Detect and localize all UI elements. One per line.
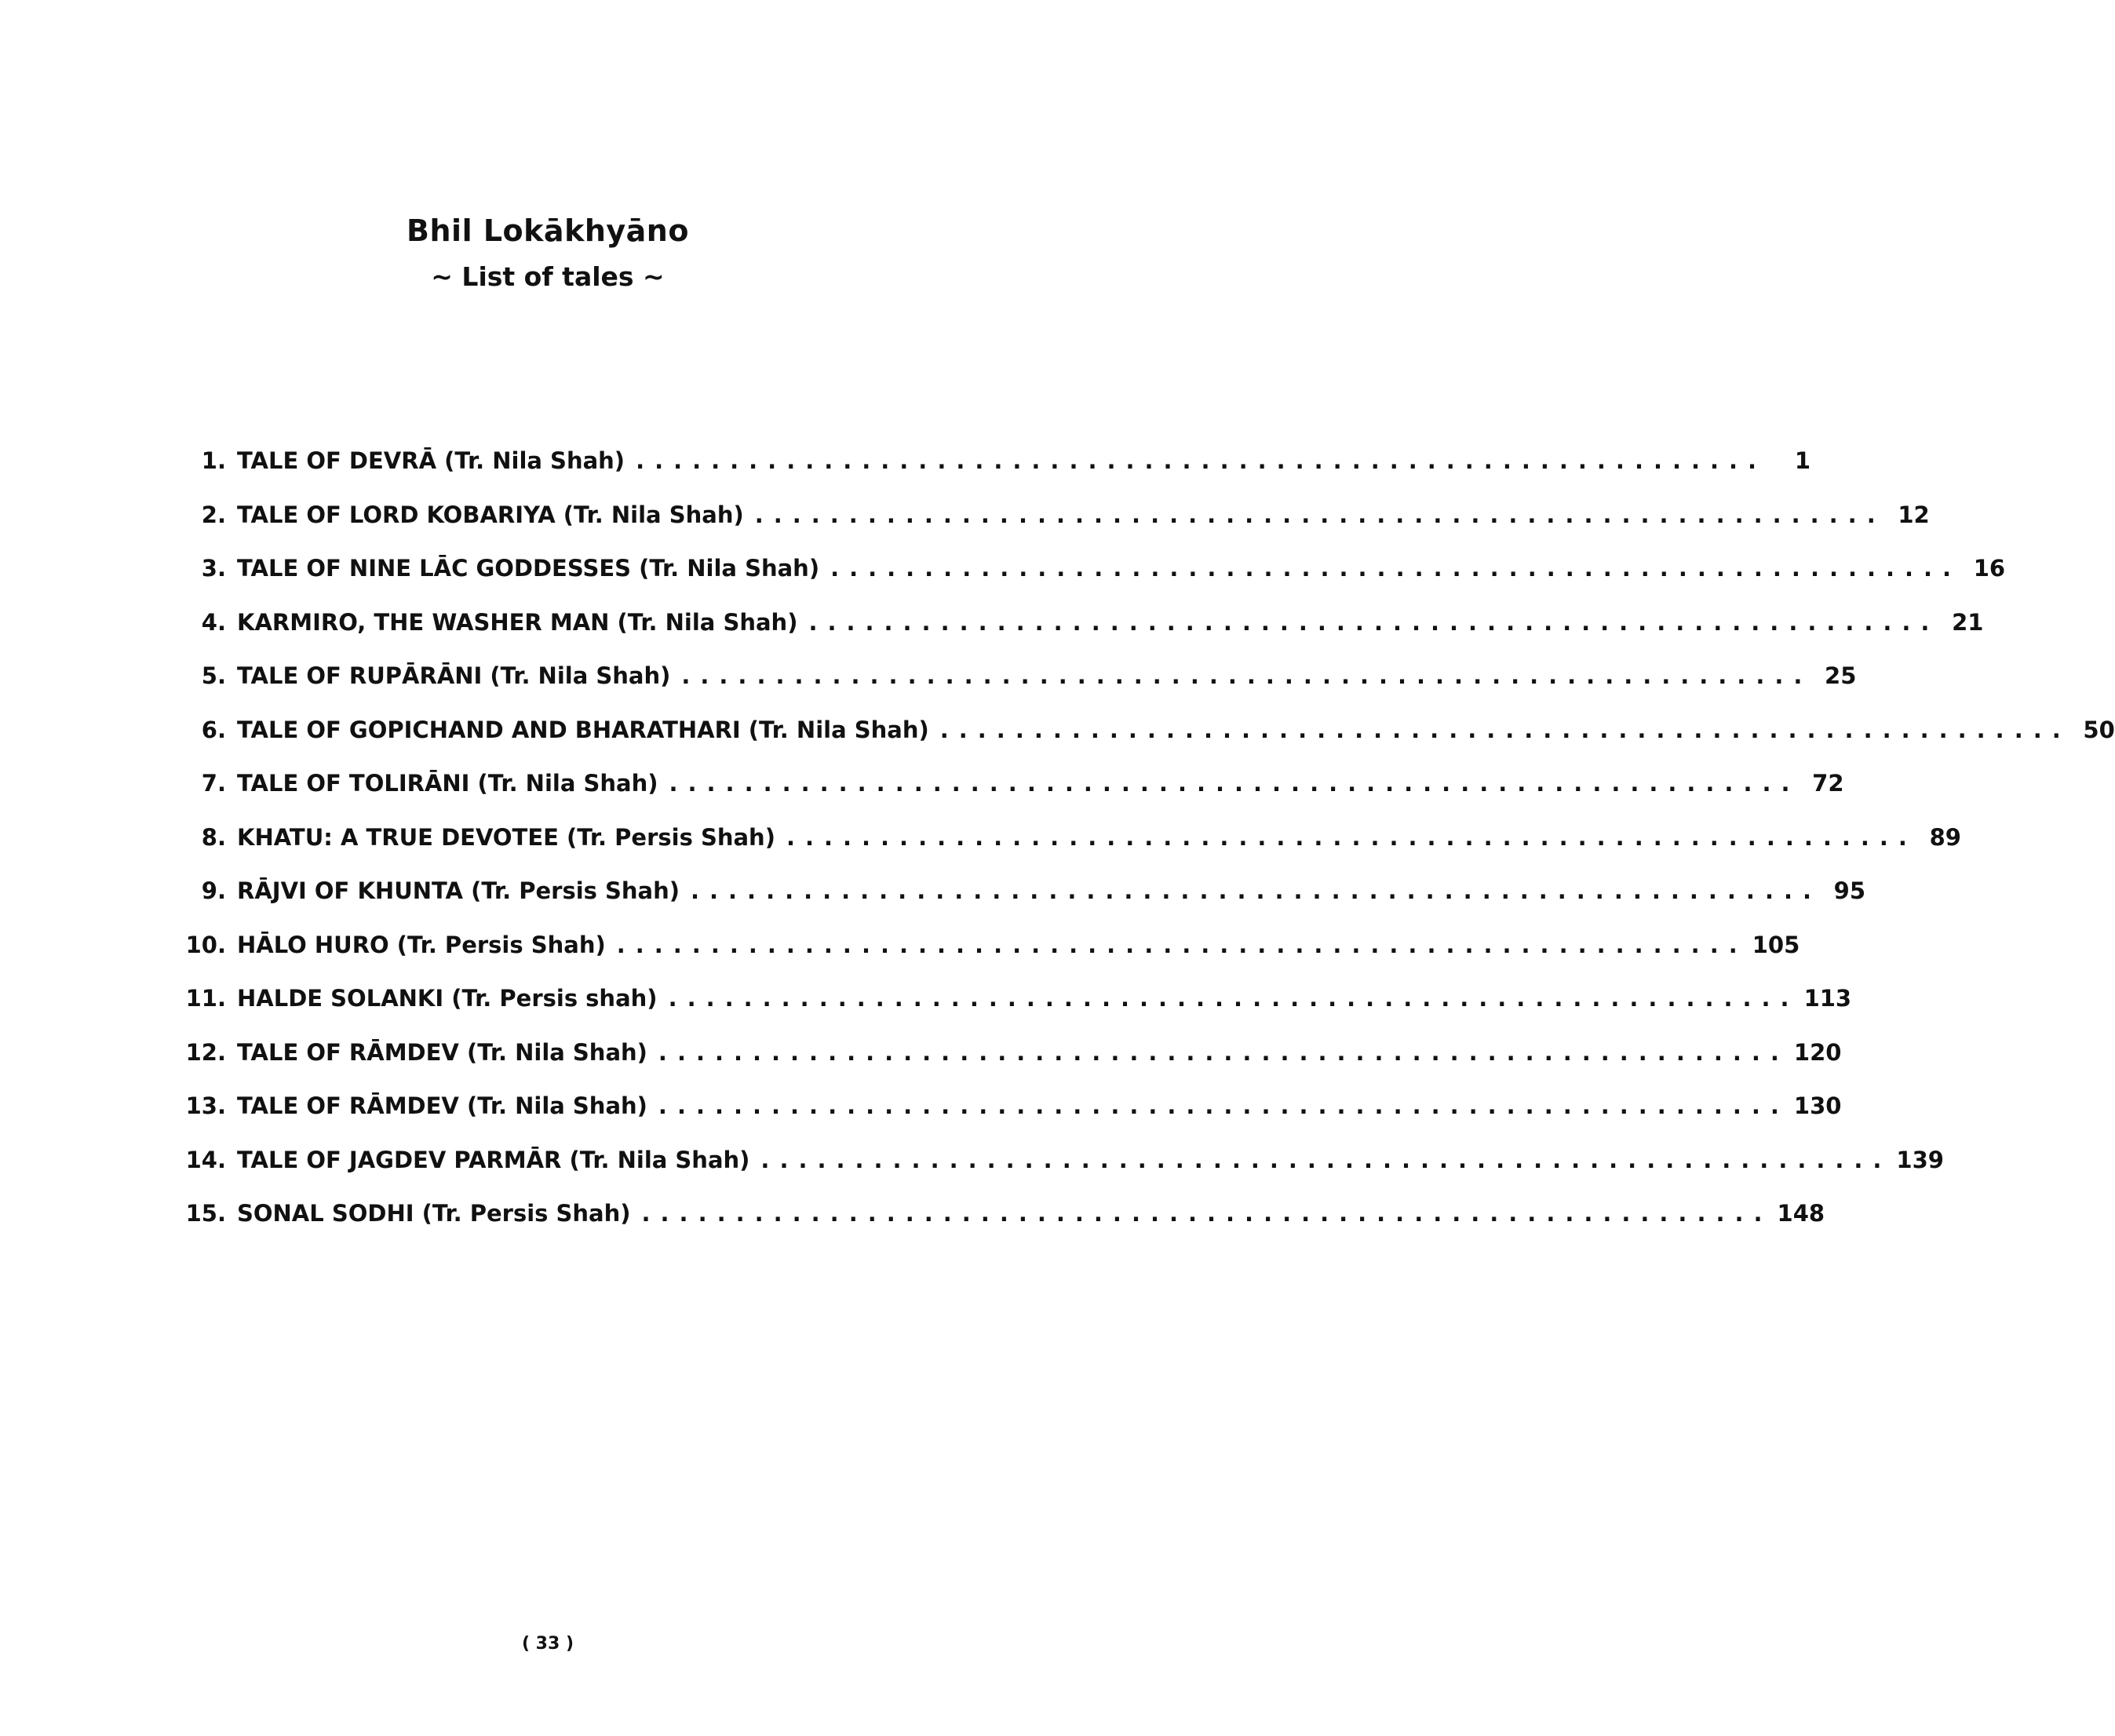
toc-entry-number: 12. <box>185 1038 226 1066</box>
table-of-contents <box>166 447 2115 1254</box>
toc-entry <box>166 823 1961 878</box>
dot-leader: ............................................................ <box>754 501 1886 528</box>
toc-entry-title: SONAL SODHI (Tr. Persis Shah) <box>237 1200 631 1227</box>
toc-entry-page: 130 <box>1793 1092 1842 1119</box>
toc-entry <box>166 501 1930 556</box>
toc-entry-number: 10. <box>185 931 226 958</box>
toc-entry-title: TALE OF TOLIRĀNI (Tr. Nila Shah) <box>237 770 658 797</box>
toc-entry-number: 11. <box>185 985 226 1012</box>
toc-entry <box>166 555 2006 609</box>
toc-entry-page: 105 <box>1752 931 1800 958</box>
toc-entry-page: 139 <box>1896 1146 1944 1173</box>
toc-entry-number: 6. <box>201 716 226 743</box>
toc-entry-number: 15. <box>185 1200 226 1227</box>
dot-leader: ............................................................ <box>786 823 1917 851</box>
toc-entry-number: 14. <box>185 1146 226 1173</box>
dot-leader: ............................................................ <box>641 1200 1773 1227</box>
toc-entry-page: 72 <box>1812 770 1844 797</box>
toc-entry-title: TALE OF NINE LĀC GODDESSES (Tr. Nila Shah) <box>237 555 820 582</box>
dot-leader: ............................................................ <box>830 555 1962 582</box>
toc-entry-page: 50 <box>2083 716 2115 743</box>
toc-entry-number: 7. <box>201 770 226 797</box>
dot-leader: ............................................................ <box>760 1146 1892 1173</box>
toc-entry <box>166 662 1857 717</box>
dot-leader: ............................................................ <box>681 662 1813 689</box>
toc-entry <box>166 1092 1842 1147</box>
toc-entry-page: 16 <box>1973 555 2006 582</box>
toc-entry-title: TALE OF JAGDEV PARMĀR (Tr. Nila Shah) <box>237 1146 750 1173</box>
toc-entry-page: 113 <box>1803 985 1852 1012</box>
toc-entry-page: 120 <box>1793 1038 1842 1066</box>
toc-entry <box>166 985 1852 1039</box>
toc-entry <box>166 877 1865 932</box>
toc-entry <box>166 447 1811 501</box>
toc-entry <box>166 1146 1944 1201</box>
toc-entry <box>166 770 1844 824</box>
dot-leader: ............................................................ <box>669 770 1800 797</box>
page-title: Bhil Lokākhyāno <box>407 213 689 248</box>
toc-entry <box>166 608 1984 663</box>
toc-entry-page: 89 <box>1929 823 1961 851</box>
toc-entry-number: 9. <box>201 877 226 904</box>
toc-entry-title: TALE OF GOPICHAND AND BHARATHARI (Tr. Nila Shah) <box>237 716 929 743</box>
toc-entry-number: 5. <box>201 662 226 689</box>
toc-entry-number: 8. <box>201 823 226 851</box>
dot-leader: ............................................................ <box>616 931 1748 958</box>
toc-entry-page: 25 <box>1825 662 1857 689</box>
page-subtitle: ~ List of tales ~ <box>431 261 665 292</box>
toc-entry-page: 148 <box>1777 1200 1825 1227</box>
toc-entry-number: 4. <box>201 608 226 636</box>
toc-entry-number: 2. <box>201 501 226 528</box>
dot-leader: ............................................................ <box>636 447 1767 474</box>
toc-entry-title: HALDE SOLANKI (Tr. Persis shah) <box>237 985 658 1012</box>
toc-entry-title: TALE OF LORD KOBARIYA (Tr. Nila Shah) <box>237 501 744 528</box>
dot-leader: ............................................................ <box>658 1092 1789 1119</box>
dot-leader: ............................................................ <box>939 716 2071 743</box>
dot-leader: ............................................................ <box>668 985 1800 1012</box>
page-number: ( 33 ) <box>521 1634 574 1654</box>
toc-entry-title: KHATU: A TRUE DEVOTEE (Tr. Persis Shah) <box>237 823 775 851</box>
toc-entry-title: TALE OF RĀMDEV (Tr. Nila Shah) <box>237 1092 647 1119</box>
toc-entry-number: 13. <box>185 1092 226 1119</box>
toc-entry-page: 21 <box>1952 608 1984 636</box>
toc-entry-page: 1 <box>1794 447 1811 474</box>
toc-entry <box>166 931 1800 986</box>
toc-entry-title: TALE OF DEVRĀ (Tr. Nila Shah) <box>237 447 625 474</box>
toc-entry-title: HĀLO HURO (Tr. Persis Shah) <box>237 931 606 958</box>
toc-entry-title: KARMIRO, THE WASHER MAN (Tr. Nila Shah) <box>237 608 798 636</box>
dot-leader: ............................................................ <box>658 1038 1789 1066</box>
dot-leader: ............................................................ <box>808 608 1940 636</box>
toc-entry <box>166 1038 1842 1093</box>
toc-entry-number: 3. <box>201 555 226 582</box>
toc-entry <box>166 1200 1825 1254</box>
toc-entry-title: TALE OF RĀMDEV (Tr. Nila Shah) <box>237 1038 647 1066</box>
toc-entry-title: TALE OF RUPĀRĀNI (Tr. Nila Shah) <box>237 662 671 689</box>
toc-entry-title: RĀJVI OF KHUNTA (Tr. Persis Shah) <box>237 877 680 904</box>
dot-leader: ............................................................ <box>691 877 1821 904</box>
toc-entry-number: 1. <box>201 447 226 474</box>
toc-entry-page: 95 <box>1833 877 1865 904</box>
toc-entry-page: 12 <box>1898 501 1930 528</box>
toc-entry <box>166 716 2115 771</box>
